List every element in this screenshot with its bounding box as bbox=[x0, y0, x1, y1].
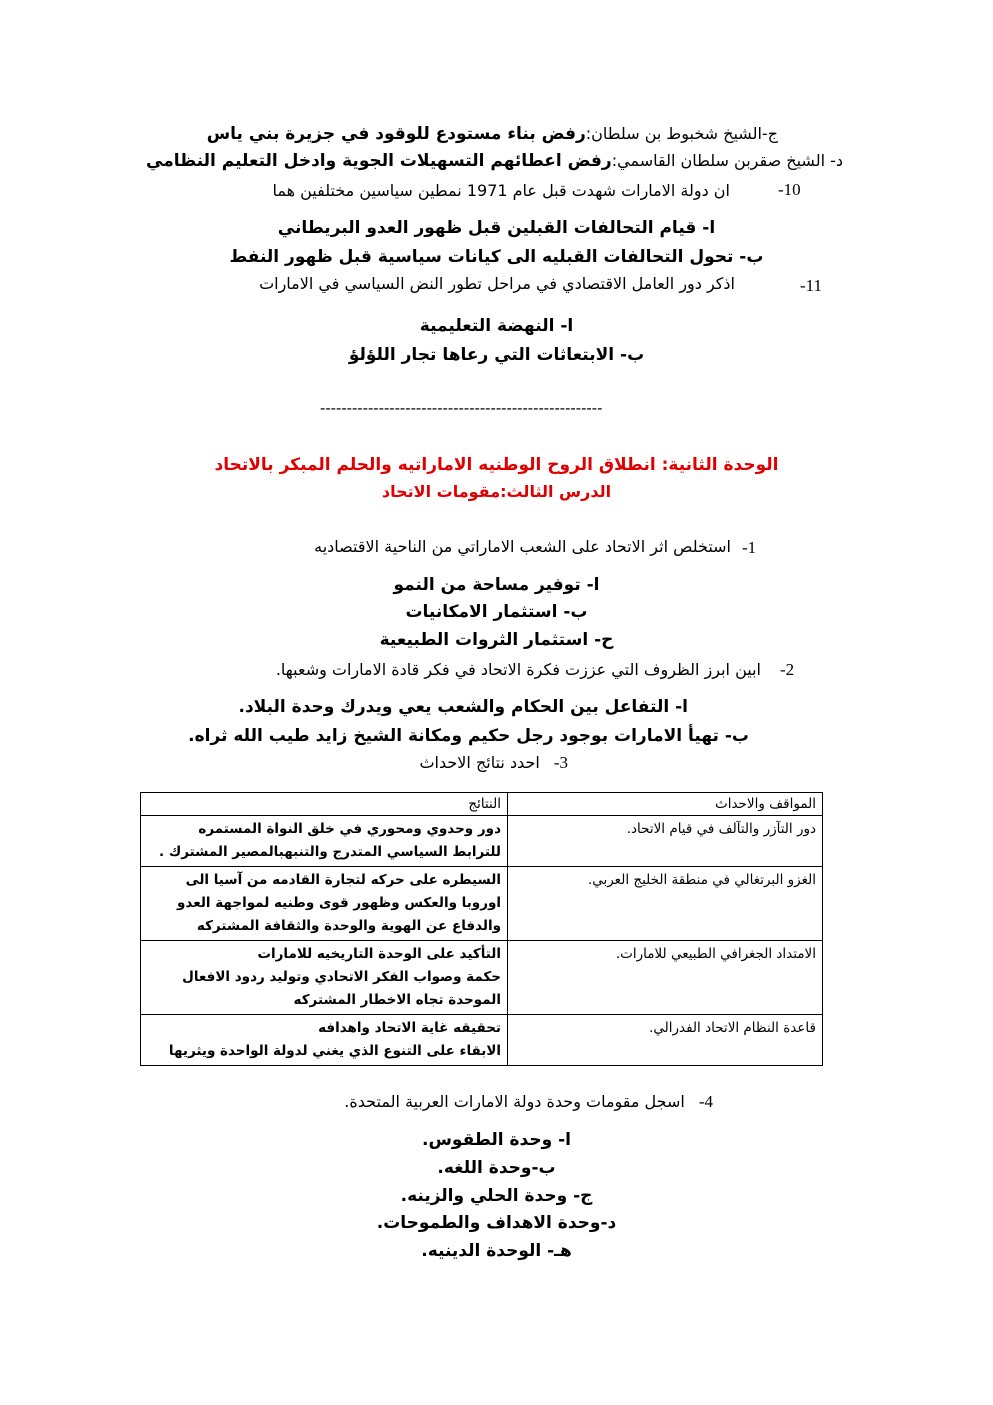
lesson-title: الدرس الثالث:مقومات الاتحاد bbox=[381, 482, 612, 501]
question-4-item: ب-وحدة اللغه. bbox=[437, 1158, 556, 1178]
section-separator: ----------------------------------------------------- bbox=[320, 400, 603, 417]
question-1-text: استخلص اثر الاتحاد على الشعب الاماراتي من الناحية الاقتصاديه bbox=[314, 537, 731, 556]
question-1-answer-c: ح- استثمار الثروات الطبيعية bbox=[379, 630, 614, 650]
answer-line-d bbox=[146, 151, 843, 171]
question-3-line bbox=[419, 753, 568, 773]
result-line: الابقاء على التنوع الذي يغني لدولة الواحدة ويثريها bbox=[168, 1043, 501, 1059]
question-11-answer-b: ب- الابتعاثات التي رعاها تجار اللؤلؤ bbox=[348, 345, 645, 365]
header-results: النتائج bbox=[141, 793, 508, 816]
answer-line-c bbox=[207, 124, 778, 144]
row-results bbox=[141, 1015, 508, 1066]
table-row bbox=[141, 816, 823, 867]
question-10-number: -10 bbox=[778, 180, 801, 199]
question-2-answer-b: ب- تهيأ الامارات بوجود رجل حكيم ومكانة الشيخ زايد طيب الله ثراه. bbox=[188, 726, 749, 746]
result-line: والدفاع عن الهوية والوحدة والثقافة المشتركه bbox=[196, 918, 501, 934]
unit-title: الوحدة الثانية: انطلاق الروح الوطنيه الاماراتيه والحلم المبكر بالاتحاد bbox=[214, 455, 779, 475]
table-row bbox=[141, 941, 823, 1015]
row-event: دور التآزر والتآلف في قيام الاتحاد. bbox=[508, 816, 823, 867]
table-header-row bbox=[141, 793, 823, 816]
question-4-text: اسجل مقومات وحدة دولة الامارات العربية المتحدة. bbox=[344, 1092, 685, 1111]
row-event: قاعدة النظام الاتحاد الفدرالي. bbox=[508, 1015, 823, 1066]
answer-c-label: ج-الشيخ شخبوط بن سلطان: bbox=[585, 124, 778, 143]
result-line: التأكيد على الوحدة التاريخيه للامارات bbox=[257, 946, 501, 962]
results-table bbox=[140, 792, 823, 1066]
row-event: الامتداد الجغرافي الطبيعي للامارات. bbox=[508, 941, 823, 1015]
question-11-answer-a: ا- النهضة التعليمية bbox=[419, 316, 574, 336]
question-1-answer-b: ب- استثمار الامكانيات bbox=[405, 602, 588, 622]
row-event: الغزو البرتغالي في منطقة الخليج العربي. bbox=[508, 867, 823, 941]
answer-c-text: رفض بناء مستودع للوقود في جزيرة بني ياس bbox=[206, 124, 586, 144]
question-3-text: احدد نتائج الاحداث bbox=[419, 753, 540, 772]
result-line: حكمة وصواب الفكر الاتحادي وتوليد ردود الافعال bbox=[182, 969, 501, 985]
answer-d-text: رفض اعطائهم التسهيلات الجوية وادخل التعليم النظامي bbox=[146, 151, 612, 171]
question-4-item: د-وحدة الاهداف والطموحات. bbox=[376, 1213, 617, 1233]
answer-d-label: د- الشيخ صقربن سلطان القاسمي: bbox=[611, 151, 843, 170]
question-10-answer-a: ا- قيام التحالفات القبلين قبل ظهور العدو البريطاني bbox=[277, 218, 716, 238]
result-line: اوروبا والعكس وظهور قوى وطنيه لمواجهة العدو bbox=[177, 895, 501, 911]
result-line: للترابط السياسي المتدرج والتنبهبالمصير المشترك . bbox=[159, 844, 501, 860]
question-4-line bbox=[344, 1092, 713, 1112]
row-results bbox=[141, 941, 508, 1015]
question-11-number: -11 bbox=[800, 276, 823, 295]
question-10-text: ان دولة الامارات شهدت قبل عام 1971 نمطين سياسين مختلفين هما bbox=[272, 181, 730, 200]
table-row bbox=[141, 1015, 823, 1066]
question-4-item: ج- وحدة الحلي والزينه. bbox=[400, 1186, 593, 1206]
header-events: المواقف والاحداث bbox=[508, 793, 823, 816]
question-2-number: 2- bbox=[780, 660, 795, 679]
question-11-text: اذكر دور العامل الاقتصادي في مراحل تطور النض السياسي في الامارات bbox=[259, 274, 735, 293]
question-2-text: ابين ابرز الظروف التي عززت فكرة الاتحاد في فكر قادة الامارات وشعبها. bbox=[275, 660, 761, 679]
question-1-number: 1- bbox=[742, 538, 757, 557]
row-results bbox=[141, 867, 508, 941]
result-line: تحقيقه غاية الاتحاد واهدافه bbox=[318, 1020, 501, 1036]
question-3-number: 3- bbox=[553, 753, 568, 772]
question-10-answer-b: ب- تحول التحالفات القبليه الى كيانات سياسية قبل ظهور النفط bbox=[229, 247, 764, 267]
question-4-item: ا- وحدة الطقوس. bbox=[422, 1130, 571, 1150]
question-4-item: هـ- الوحدة الدينيه. bbox=[421, 1241, 572, 1261]
result-line: السيطره على حركه لتجارة القادمه من آسيا الى bbox=[185, 872, 501, 888]
row-results bbox=[141, 816, 508, 867]
result-line: الموحدة تجاه الاخطار المشتركه bbox=[293, 992, 501, 1008]
result-line: دور وحدوي ومحوري في خلق النواة المستمره bbox=[198, 821, 501, 837]
question-2-answer-a: ا- التفاعل بين الحكام والشعب يعي ويدرك وحدة البلاد. bbox=[238, 697, 688, 717]
question-4-number: 4- bbox=[698, 1092, 713, 1111]
table-row bbox=[141, 867, 823, 941]
question-1-answer-a: ا- توفير مساحة من النمو bbox=[393, 575, 600, 595]
